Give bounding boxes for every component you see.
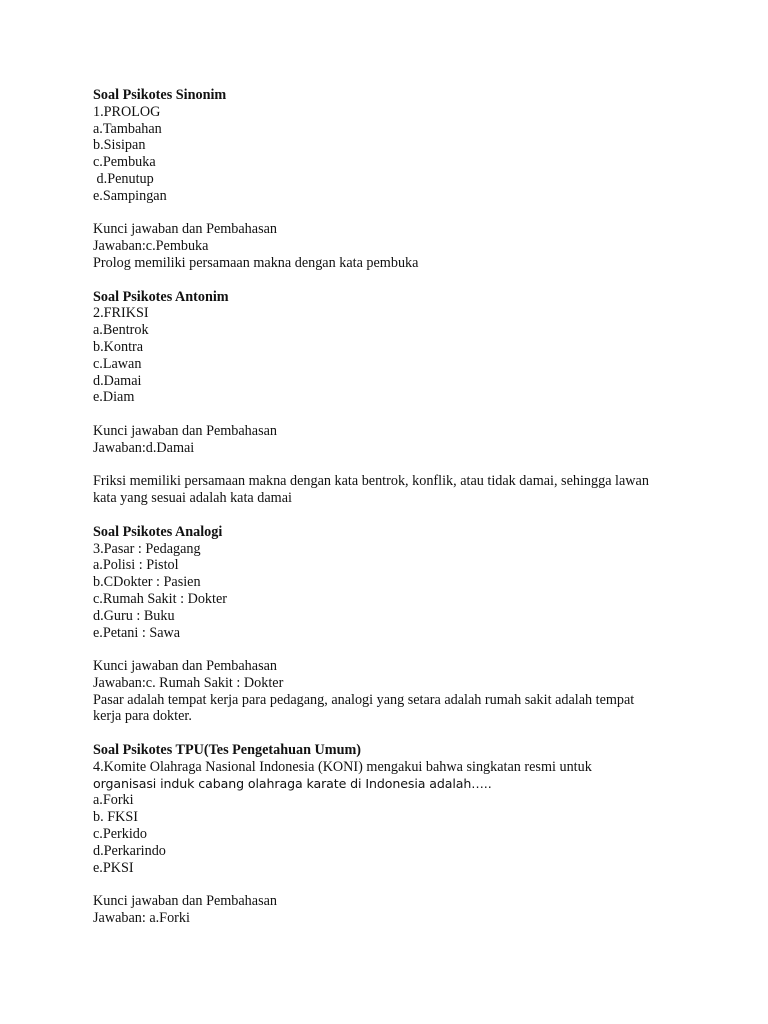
option-4c: c.Perkido <box>93 826 147 843</box>
section-heading-tpu: Soal Psikotes TPU(Tes Pengetahuan Umum) <box>93 742 362 759</box>
question-3: 3.Pasar : Pedagang <box>93 540 201 557</box>
option-2e: e.Diam <box>93 389 135 406</box>
option-1c: c.Pembuka <box>93 154 156 171</box>
question-4-line2: organisasi induk cabang olahraga karate di Indonesia adalah….. <box>93 775 492 791</box>
option-2b: b.Kontra <box>93 338 144 355</box>
option-3b: b.CDokter : Pasien <box>93 574 201 591</box>
option-3e: e.Petani : Sawa <box>93 624 181 641</box>
option-3d: d.Guru : Buku <box>93 607 175 624</box>
explanation-2: Friksi memiliki persamaan makna dengan kata bentrok, konflik, atau tidak damai, sehingga lawan kata yang sesuai adalah kata damai <box>93 473 649 507</box>
explanation-1: Prolog memiliki persamaan makna dengan kata pembuka <box>93 254 419 271</box>
option-3a: a.Polisi : Pistol <box>93 557 179 574</box>
option-2d: d.Damai <box>93 372 142 389</box>
question-4-line1: 4.Komite Olahraga Nasional Indonesia (KONI) mengakui bahwa singkatan resmi untuk <box>93 758 592 775</box>
option-3c: c.Rumah Sakit : Dokter <box>93 590 227 607</box>
option-2c: c.Lawan <box>93 355 142 372</box>
section-heading-antonim: Soal Psikotes Antonim <box>93 288 229 305</box>
answer-2: Jawaban:d.Damai <box>93 439 195 456</box>
section-heading-sinonim: Soal Psikotes Sinonim <box>93 87 227 103</box>
option-4e: e.PKSI <box>93 859 134 876</box>
option-2a: a.Bentrok <box>93 322 149 339</box>
answer-3: Jawaban:c. Rumah Sakit : Dokter <box>93 674 284 691</box>
option-4d: d.Perkarindo <box>93 842 166 859</box>
explanation-3: Pasar adalah tempat kerja para pedagang, analogi yang setara adalah rumah sakit adalah tempat kerja para dokter. <box>93 691 635 725</box>
question-1: 1.PROLOG <box>93 103 161 120</box>
key-title-4: Kunci jawaban dan Pembahasan <box>93 893 277 910</box>
option-1d: d.Penutup <box>93 170 154 187</box>
key-title-3: Kunci jawaban dan Pembahasan <box>93 658 277 675</box>
key-title-2: Kunci jawaban dan Pembahasan <box>93 422 277 439</box>
option-1a: a.Tambahan <box>93 120 162 137</box>
answer-4: Jawaban: a.Forki <box>93 910 190 927</box>
option-1b: b.Sisipan <box>93 137 146 154</box>
question-2: 2.FRIKSI <box>93 305 149 322</box>
document-content <box>93 87 693 927</box>
option-4b: b. FKSI <box>93 809 138 826</box>
option-4a: a.Forki <box>93 792 134 809</box>
answer-1: Jawaban:c.Pembuka <box>93 238 209 255</box>
key-title-1: Kunci jawaban dan Pembahasan <box>93 221 277 238</box>
option-1e: e.Sampingan <box>93 187 167 204</box>
section-heading-analogi: Soal Psikotes Analogi <box>93 523 223 540</box>
